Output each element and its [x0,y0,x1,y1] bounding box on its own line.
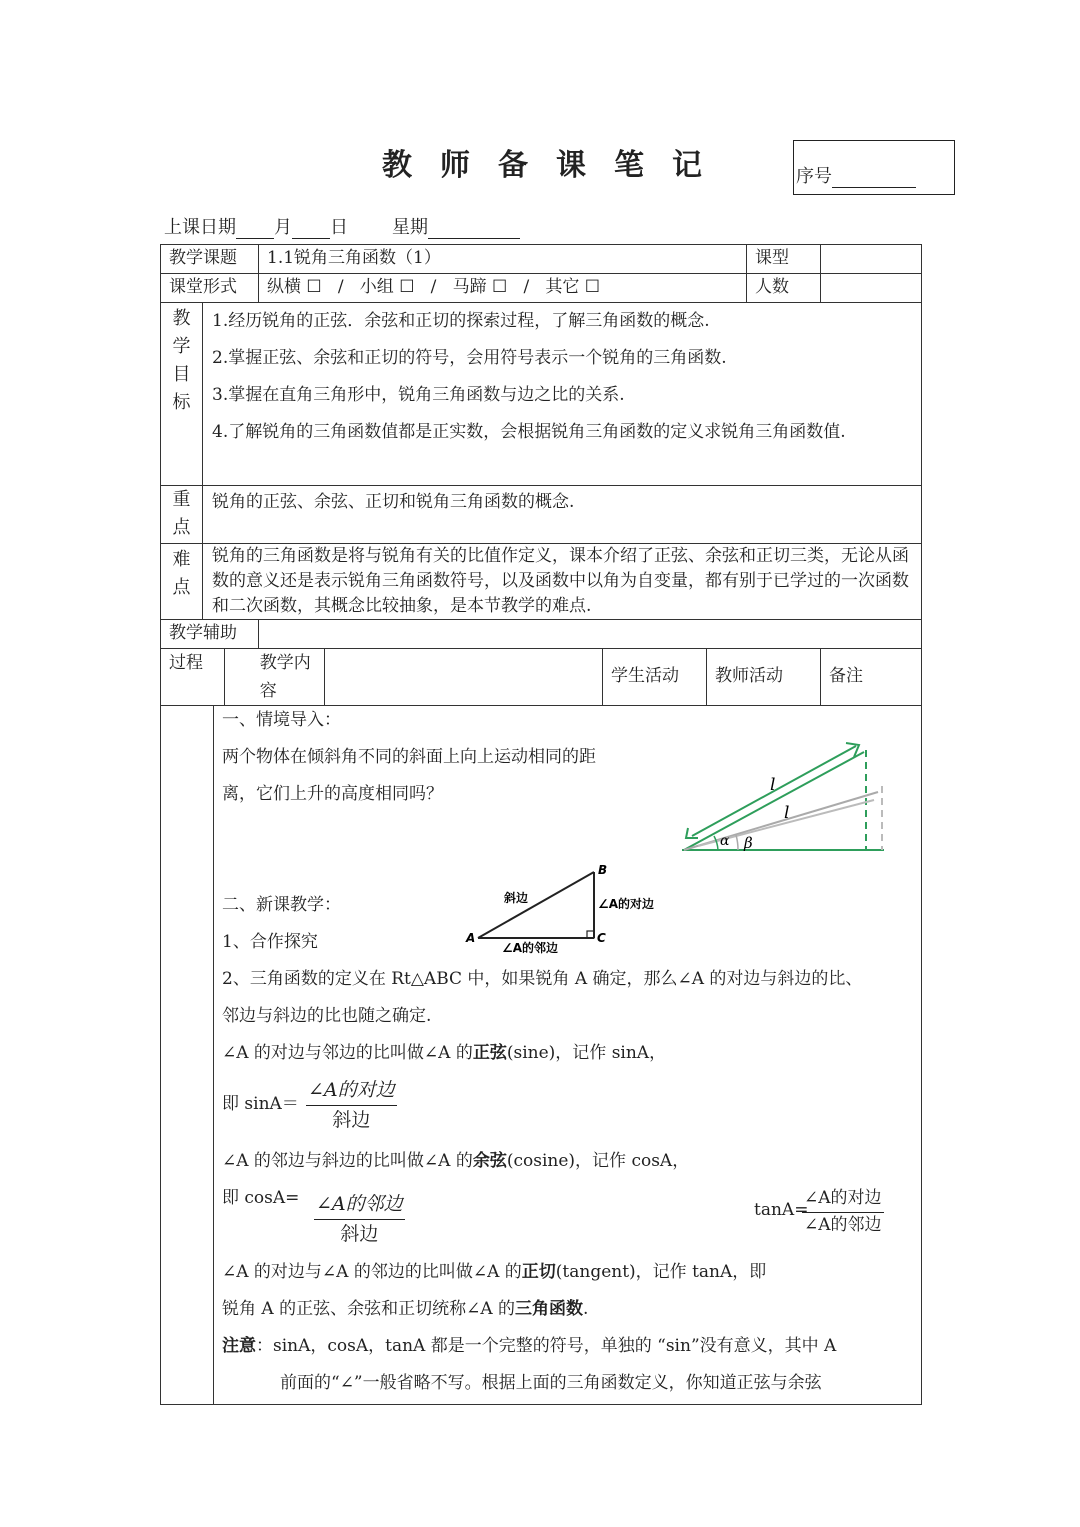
cosine-equation-label: 即 cosA= [222,1188,300,1208]
topic-value: 1.1锐角三角函数（1） [259,245,747,274]
label-char: 目 [172,364,191,385]
lesson-plan-table [160,244,922,1405]
incline-alpha [684,752,864,850]
cosine-fraction [314,1190,405,1248]
section-2-sub1: 1、合作探究 [222,932,318,952]
col-spacer [325,649,603,706]
col-process: 过程 [161,649,225,705]
title-char: 师 [440,148,470,183]
label-hypotenuse: 斜边 [504,891,529,905]
keyword-note: 注意 [222,1336,256,1356]
cosine-numerator: ∠A的邻边 [314,1190,405,1220]
page-title [382,140,730,184]
text: (tangent)，记作 tanA，即 [555,1262,767,1282]
key-value: 锐角的正弦、余弦、正切和锐角三角函数的概念. [212,492,575,512]
col-content: 教学内容 [259,653,311,701]
type-label: 课型 [747,245,821,274]
weekday-label: 星期 [392,217,428,238]
label-char: 点 [172,517,191,538]
col-notes: 备注 [821,649,922,706]
keyword-tangent: 正切 [521,1262,556,1282]
topic-label: 教学课题 [161,245,259,274]
objectives-list [203,303,921,485]
label-opposite: ∠A的对边 [598,897,655,911]
section-1-title: 一、情境导入： [222,710,341,730]
text: ∠A 的对边与∠A 的邻边的比叫做∠A 的 [222,1262,522,1282]
objective-item: 3.掌握在直角三角形中，锐角三角函数与边之比的关系. [212,385,625,405]
keyword-trig-functions: 三角函数 [515,1299,584,1319]
section-1-question-line2: 离，它们上升的高度相同吗？ [222,784,443,804]
keyword-cosine: 余弦 [472,1151,507,1171]
label-char: 难 [172,549,191,570]
col-student: 学生活动 [603,649,707,706]
difficulty-label [161,544,203,619]
difficulty-row [161,544,922,620]
title-char: 笔 [614,148,644,183]
label-char: 标 [172,392,191,413]
sine-fraction [306,1076,397,1134]
count-value[interactable] [821,274,922,303]
header-row-left [161,649,325,706]
sine-denominator: 斜边 [332,1108,371,1131]
label-l1: l [770,775,776,795]
day-blank[interactable] [292,220,330,239]
text: ∠A 的邻边与斜边的比叫做∠A 的 [222,1151,473,1171]
key-label [161,486,203,543]
section-1-question-line1: 两个物体在倾斜角不同的斜面上向上运动相同的距 [222,747,596,767]
trig-functions-summary [222,1297,588,1323]
objective-item: 2.掌握正弦、余弦和正切的符号，会用符号表示一个锐角的三角函数. [212,348,727,368]
text: (sine)，记作 sinA， [506,1043,667,1063]
text: . [583,1299,589,1319]
weekday-blank[interactable] [428,220,520,239]
label-char: 学 [172,336,191,357]
title-char: 教 [382,148,412,183]
difficulty-value: 锐角的三角函数是将与锐角有关的比值作定义，课本介绍了正弦、余弦和正切三类，无论从函数的意义还是表示锐角三角函数符号，以及函数中以角为自变量，都有别于已学过的一次函数和二次函数，其概念比较抽象，是本节教学的难点. [212,546,909,616]
text: 锐角 A 的正弦、余弦和正切统称∠A 的 [222,1299,516,1319]
sine-equation-label: 即 sinA＝ [222,1094,299,1114]
text: ∠A 的对边与邻边的比叫做∠A 的 [222,1043,473,1063]
text: ：sinA，cosA，tanA 都是一个完整的符号，单独的 “sin”没有意义，其中 A [256,1336,837,1356]
type-value[interactable] [821,245,922,274]
sine-numerator: ∠A的对边 [306,1076,397,1106]
form-label: 课堂形式 [161,274,259,303]
objectives-label [161,303,203,485]
date-label: 上课日期 [164,217,236,238]
keyword-sine: 正弦 [472,1043,507,1063]
label-char: 点 [172,577,191,598]
incline-figure [678,728,888,858]
label-char: 重 [172,489,191,510]
serial-blank[interactable] [832,171,916,188]
vertex-c: C [597,931,606,945]
label-char: 教 [172,308,191,329]
sine-definition [222,1041,666,1067]
tangent-denominator: ∠A的邻边 [804,1214,882,1235]
note-line1 [222,1334,836,1360]
title-char: 备 [498,148,528,183]
title-char: 记 [672,148,702,183]
count-label: 人数 [747,274,821,303]
form-value[interactable]: 纵横 ☐ / 小组 ☐ / 马蹄 ☐ / 其它 ☐ [259,274,747,303]
month-blank[interactable] [236,220,274,239]
label-beta: β [744,834,753,852]
key-points-row [161,486,922,544]
right-triangle-figure [464,864,684,956]
label-l2: l [784,803,790,823]
cosine-definition [222,1149,689,1175]
tangent-definition [222,1260,766,1286]
definition-line2: 邻边与斜边的比也随之确定. [222,1006,432,1026]
class-date-line [164,213,520,239]
teaching-content [213,706,921,1404]
note-line2: 前面的“∠”一般省略不写。根据上面的三角函数定义，你知道正弦与余弦 [280,1373,822,1393]
tangent-equation-label: tanA= [754,1200,809,1220]
tangent-numerator: ∠A的对边 [802,1186,884,1213]
serial-number-box [793,140,955,195]
label-alpha: α [720,833,730,849]
definition-line1: 2、三角函数的定义在 Rt△ABC 中，如果锐角 A 确定，那么∠A 的对边与斜边的比、 [222,969,863,989]
section-2-title: 二、新课教学： [222,895,341,915]
objective-item: 1.经历锐角的正弦．余弦和正切的探索过程，了解三角函数的概念. [212,311,710,331]
day-label: 日 [330,217,348,238]
objective-item: 4.了解锐角的三角函数值都是正实数，会根据锐角三角函数的定义求锐角三角函数值. [212,422,846,442]
teaching-content-cell [161,706,922,1405]
title-char: 课 [556,148,586,183]
objectives-row [161,303,922,486]
tangent-fraction [802,1186,884,1238]
text: (cosine)，记作 cosA， [506,1151,690,1171]
month-label: 月 [274,217,292,238]
cosine-denominator: 斜边 [340,1222,379,1245]
serial-label: 序号 [796,166,832,187]
vertex-b: B [598,864,608,877]
label-adjacent: ∠A的邻边 [502,941,559,955]
col-teacher: 教师活动 [707,649,821,706]
vertex-a: A [466,931,476,945]
aids-label: 教学辅助 [161,620,259,649]
aids-value[interactable] [259,620,922,649]
